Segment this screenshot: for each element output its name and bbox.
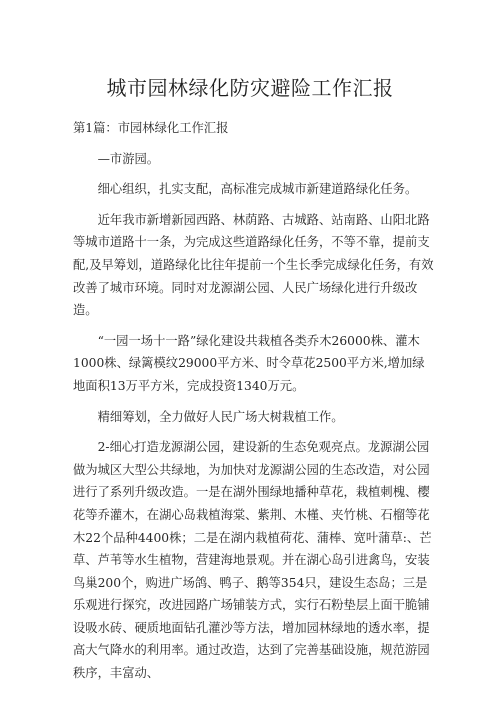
paragraph: —市游园。	[97, 151, 160, 166]
paragraph: 2-细心打造龙源湖公园，建设新的生态免观亮点。龙源湖公园做为城区大型公共绿地，为加快对龙源湖公园的生态改造，对公园进行了系列升级改造。一是在湖外围绿地播种草花，栽植刺槐、樱花等乔灌木，在湖心岛栽植海棠、紫荆、木槿、夹竹桃、石榴等花木22个品种4400株；二是在湖内栽植荷花、蒲棒、宽叶蒲草:、芒草、芦苇等水生植物，营建海地景观。并在湖心岛引进禽鸟，安装鸟巢200个，购进广场鸽、鸭子、鹅等354只，建设生态岛；三是乐观进行探究，改进园路广场铺装方式，实行石粉垫层上面干脆铺设吸水砖、硬质地面钻孔灌沙等方法，增加园林绿地的透水率，提高大气降水的利用率。通过改造，达到了完善基础设施，规范游园秩序，丰富动、	[73, 440, 432, 681]
chapter-heading: 第1篇：市园林绿化工作汇报	[73, 121, 229, 135]
paragraph: 细心组织，扎实支配，高标准完成城市新建道路绿化任务。	[97, 182, 418, 197]
document-title: 城市园林绿化防灾避险工作汇报	[106, 76, 394, 100]
paragraph: “一园一场十一路”绿化建设共栽植各类乔木26000株、灌木1000株、绿篱模纹29000平方米、时令草花2500平方米,增加绿地面积13万平方米，完成投资1340万元。	[73, 333, 425, 393]
paragraph: 精细筹划，全力做好人民广场大树栽植工作。	[97, 409, 344, 424]
paragraph: 近年我市新增新园西路、林荫路、古城路、站南路、山阳北路等城市道路十一条，为完成这些道路绿化任务，不等不靠，提前支配,及早筹划，道路绿化比往年提前一个生长季完成绿化任务，有效改善了城市环境。同时对龙源湖公园、人民广场绿化进行升级改造。	[73, 212, 434, 318]
document-body	[73, 117, 435, 693]
